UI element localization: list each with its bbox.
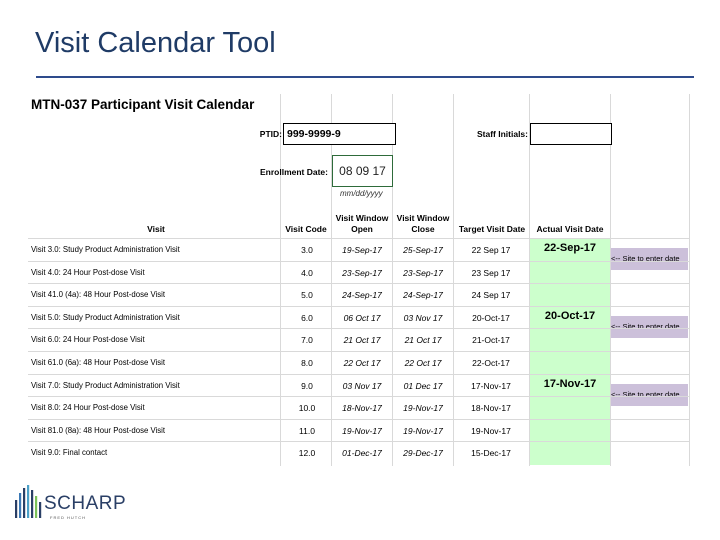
site-entry-note: <-- Site to enter date <box>611 248 688 270</box>
header-visit-code: Visit Code <box>285 224 327 234</box>
visit-cell: Visit 3.0: Study Product Administration Visit <box>31 245 180 254</box>
window-open-cell: 03 Nov 17 <box>342 380 382 391</box>
table-row <box>28 261 690 285</box>
sheet-title: MTN-037 Participant Visit Calendar <box>31 97 255 112</box>
table-row <box>28 351 690 375</box>
header-target-date: Target Visit Date <box>458 224 526 234</box>
slide-title: Visit Calendar Tool <box>35 27 276 59</box>
window-close-cell: 24-Sep-17 <box>403 290 443 301</box>
visit-code-cell: 12.0 <box>298 448 316 459</box>
window-close-cell: 19-Nov-17 <box>403 403 443 414</box>
window-open-cell: 21 Oct 17 <box>343 335 381 346</box>
window-open-cell: 06 Oct 17 <box>343 312 381 323</box>
visit-calendar-sheet <box>28 94 690 466</box>
window-close-cell: 21 Oct 17 <box>404 335 442 346</box>
visit-cell: Visit 8.0: 24 Hour Post-dose Visit <box>31 403 145 413</box>
window-open-cell: 19-Sep-17 <box>342 245 382 255</box>
window-open-cell: 19-Nov-17 <box>342 425 382 436</box>
logo-wordmark: SCHARP <box>44 493 127 514</box>
window-close-cell: 03 Nov 17 <box>403 312 443 323</box>
visit-code-cell: 9.0 <box>301 380 313 391</box>
site-entry-note: <-- Site to enter date <box>611 384 688 406</box>
target-date-cell: 23 Sep 17 <box>471 267 511 278</box>
enrollment-date-label: Enrollment Date: <box>259 167 328 177</box>
table-row <box>28 441 690 465</box>
staff-initials-field[interactable] <box>530 123 612 145</box>
visit-cell: Visit 81.0 (8a): 48 Hour Post-dose Visit <box>31 425 166 435</box>
window-close-cell: 22 Oct 17 <box>404 358 442 368</box>
visit-code-cell: 8.0 <box>301 358 313 368</box>
target-date-cell: 19-Nov-17 <box>471 425 511 436</box>
visit-code-cell: 10.0 <box>298 403 316 414</box>
target-date-cell: 17-Nov-17 <box>471 380 511 391</box>
ptid-label: PTID: <box>259 129 282 139</box>
site-entry-note: <-- Site to enter date <box>611 316 688 338</box>
visit-code-cell: 7.0 <box>301 335 313 346</box>
header-window-close: Visit Window Close <box>396 213 450 234</box>
target-date-cell: 22-Oct-17 <box>472 358 510 368</box>
visit-code-cell: 3.0 <box>301 245 313 255</box>
target-date-cell: 15-Dec-17 <box>471 448 511 459</box>
actual-date-cell[interactable]: 20-Oct-17 <box>544 309 596 322</box>
window-close-cell: 23-Sep-17 <box>403 267 443 278</box>
window-open-cell: 22 Oct 17 <box>343 358 381 368</box>
header-actual-date: Actual Visit Date <box>536 224 604 234</box>
visit-code-cell: 4.0 <box>301 267 313 278</box>
logo-subtitle: FRED HUTCH <box>50 515 86 520</box>
window-close-cell: 29-Dec-17 <box>403 448 443 459</box>
window-close-cell: 25-Sep-17 <box>403 245 443 255</box>
target-date-cell: 20-Oct-17 <box>472 312 510 323</box>
logo-mark-icon <box>14 484 44 522</box>
window-close-cell: 19-Nov-17 <box>403 425 443 436</box>
target-date-cell: 22 Sep 17 <box>471 245 511 255</box>
visit-code-cell: 6.0 <box>301 312 313 323</box>
actual-date-cell[interactable]: 17-Nov-17 <box>543 377 597 390</box>
visit-code-cell: 11.0 <box>299 425 315 436</box>
window-open-cell: 18-Nov-17 <box>342 403 382 414</box>
window-open-cell: 23-Sep-17 <box>342 267 382 278</box>
staff-initials-label: Staff Initials: <box>476 129 528 139</box>
header-window-open: Visit Window Open <box>335 213 389 234</box>
visit-cell: Visit 6.0: 24 Hour Post-dose Visit <box>31 335 145 345</box>
actual-date-cell[interactable]: 22-Sep-17 <box>544 242 596 254</box>
target-date-cell: 24 Sep 17 <box>471 290 511 301</box>
visit-cell: Visit 4.0: 24 Hour Post-dose Visit <box>31 267 145 277</box>
visit-cell: Visit 5.0: Study Product Administration Visit <box>31 312 180 322</box>
ptid-field[interactable]: 999-9999-9 <box>283 123 396 145</box>
enrollment-date-field[interactable]: 08 09 17 <box>332 155 393 187</box>
header-visit: Visit <box>147 224 165 234</box>
visit-cell: Visit 7.0: Study Product Administration Visit <box>31 380 180 390</box>
visit-code-cell: 5.0 <box>301 290 313 301</box>
target-date-cell: 18-Nov-17 <box>471 403 511 414</box>
window-open-cell: 01-Dec-17 <box>342 448 382 459</box>
table-row <box>28 419 690 443</box>
title-divider <box>36 76 694 78</box>
date-format-hint: mm/dd/yyyy <box>340 189 383 198</box>
window-close-cell: 01 Dec 17 <box>403 380 443 391</box>
table-row <box>28 283 690 307</box>
target-date-cell: 21-Oct-17 <box>472 335 510 346</box>
visit-cell: Visit 41.0 (4a): 48 Hour Post-dose Visit <box>31 290 166 300</box>
table-row <box>28 396 690 420</box>
table-row <box>28 328 690 352</box>
visit-cell: Visit 9.0: Final contact <box>31 448 108 458</box>
window-open-cell: 24-Sep-17 <box>342 290 382 301</box>
visit-cell: Visit 61.0 (6a): 48 Hour Post-dose Visit <box>31 358 166 367</box>
